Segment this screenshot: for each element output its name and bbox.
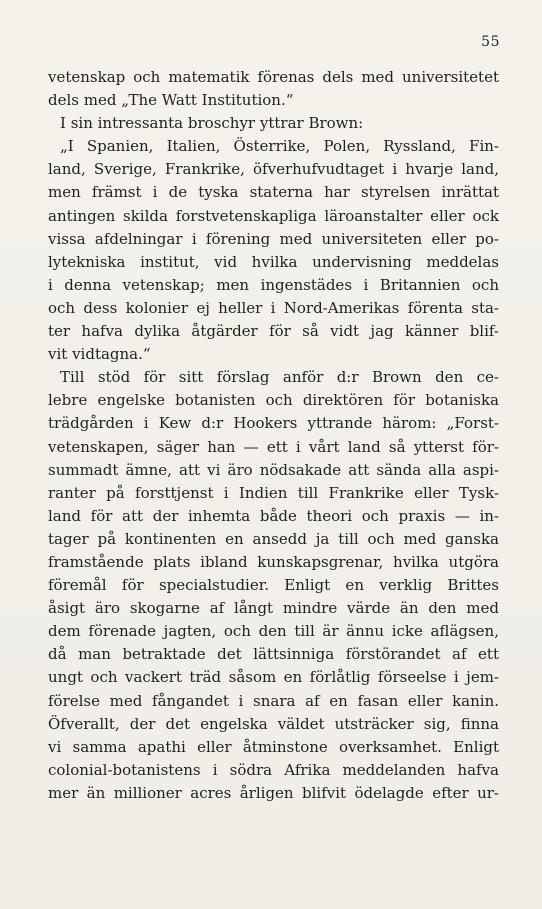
text-line: framstående plats ibland kunskapsgrenar, hvilka utgöra [48,552,499,571]
text-line: och dess kolonier ej heller i Nord-Amerikas förenta sta- [48,298,499,317]
text-line: åsigt äro skogarne af långt mindre värde än den med [48,599,499,618]
text-line: ranter på forsttjenst i Indien till Frankrike eller Tysk- [48,483,499,502]
text-line: vi samma apathi eller åtminstone overksamhet. Enligt [48,737,499,756]
text-line: colonial-botanistens i södra Afrika meddelanden hafva [48,760,499,779]
body-text [48,66,499,805]
text-line: ungt och vackert träd såsom en förlåtlig förseelse i jem- [48,668,499,687]
text-line: „I Spanien, Italien, Österrike, Polen, Ryssland, Fin- [60,137,499,156]
text-line: lebre engelske botanisten och direktören för botaniska [48,391,499,410]
text-line: vetenskapen, säger han — ett i vårt land så ytterst för- [48,437,499,456]
text-line: antingen skilda forstvetenskapliga läroanstalter eller ock [48,206,499,225]
text-line: I sin intressanta broschyr yttrar Brown: [60,114,364,133]
text-line: vissa afdelningar i förening med universiteten eller po- [48,229,499,248]
text-line: dem förenade jagten, och den till är ännu icke aflägsen, [48,622,499,641]
text-line: ter hafva dylika åtgärder för så vidt jag känner blif- [48,322,499,341]
text-line: föremål för specialstudier. Enligt en verklig Brittes [48,576,499,595]
text-line: men främst i de tyska staterna har styrelsen inrättat [48,183,499,202]
page-number: 55 [481,34,500,50]
text-line: vit vidtagna.“ [48,345,151,364]
text-line: Till stöd för sitt förslag anför d:r Brown den ce- [60,368,499,387]
text-line: då man betraktade det lättsinniga förstörandet af ett [48,645,499,664]
text-line: land för att der inhemta både theori och praxis — in- [48,506,499,525]
text-line: mer än millioner acres årligen blifvit ödelagde efter ur- [48,783,499,802]
text-line: land, Sverige, Frankrike, öfverhufvudtaget i hvarje land, [48,160,499,179]
text-line: lytekniska institut, vid hvilka undervisning meddelas [48,252,499,271]
text-line: i denna vetenskap; men ingenstädes i Britannien och [48,275,499,294]
text-line: dels med „The Watt Institution.“ [48,91,294,110]
text-line: summadt ämne, att vi äro nödsakade att sända alla aspi- [48,460,499,479]
text-line: förelse med fångandet i snara af en fasan eller kanin. [48,691,499,710]
text-line: vetenskap och matematik förenas dels med universitetet [48,68,499,86]
text-line: Öfverallt, der det engelska väldet utsträcker sig, finna [48,714,499,733]
text-line: tager på kontinenten en ansedd ja till och med ganska [48,529,499,548]
text-line: trädgården i Kew d:r Hookers yttrande härom: „Forst- [48,414,499,433]
